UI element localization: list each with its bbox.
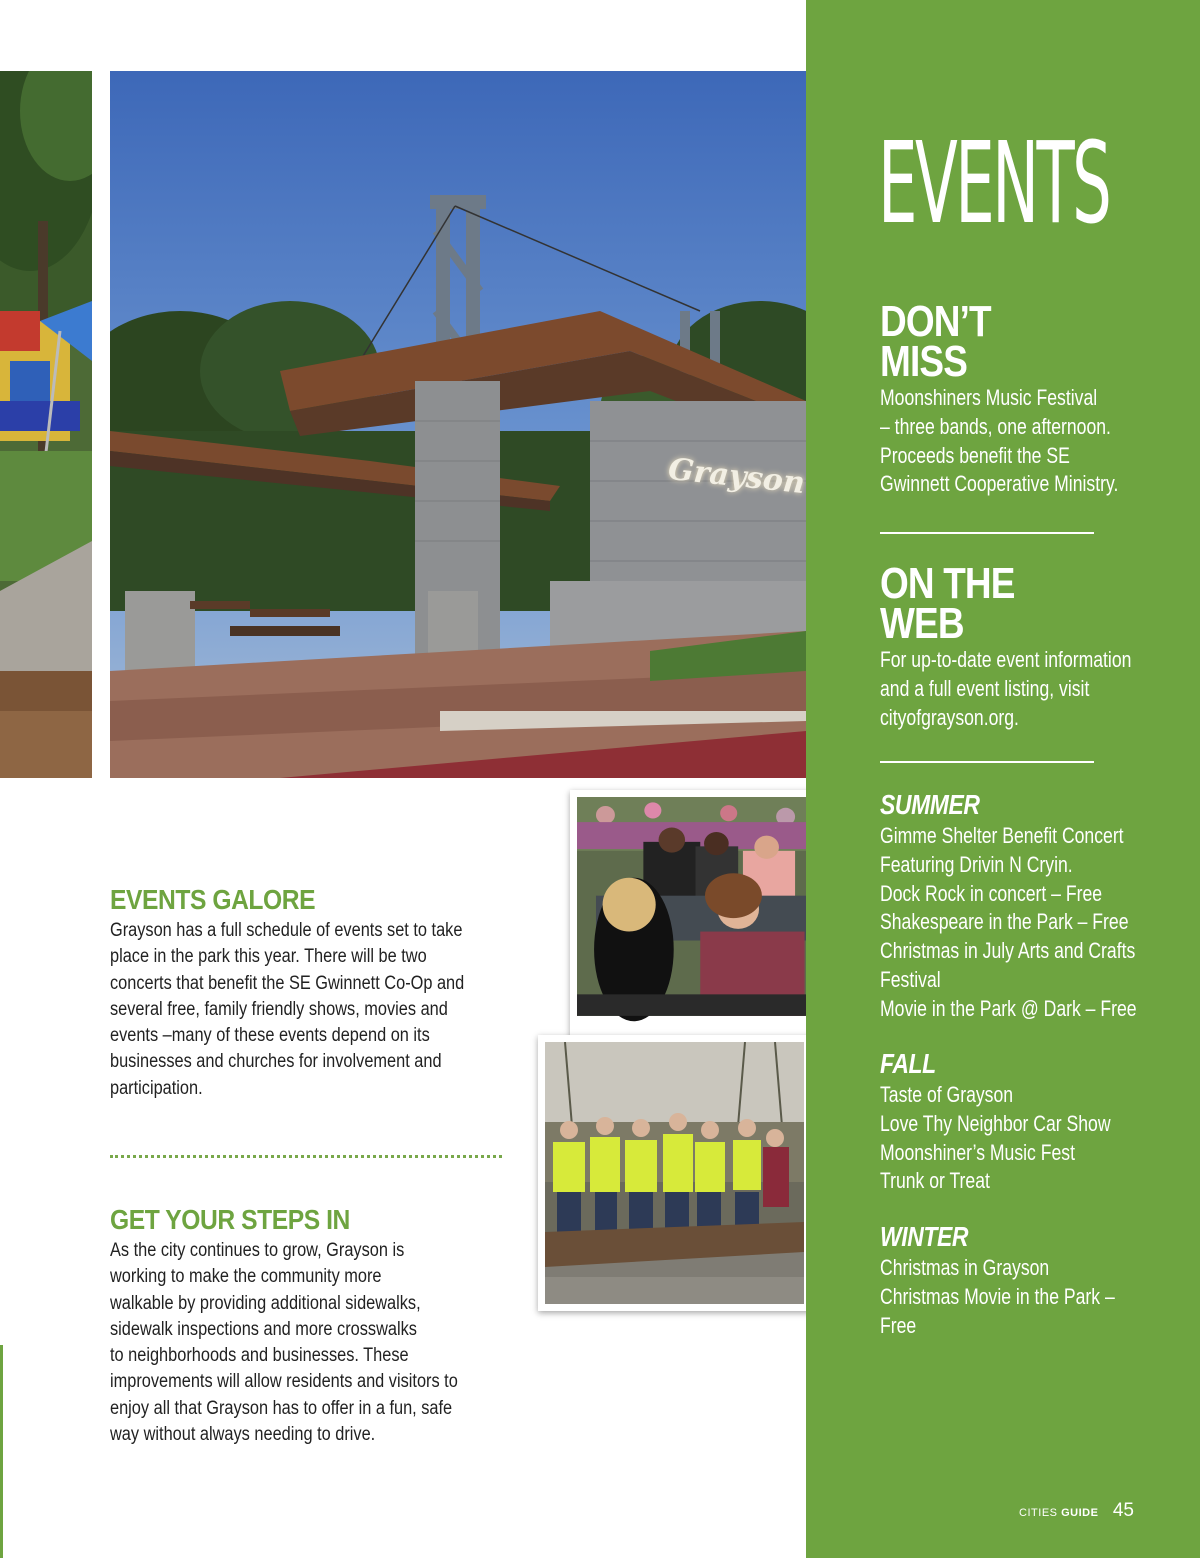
body-line: participation. [110,1077,203,1099]
body-line: concerts that benefit the SE Gwinnett Co-Op and [110,972,465,994]
heading-line: DON’T [880,297,991,346]
body-line: working to make the community more [110,1266,382,1288]
body-line: events –many of these events depend on its [110,1025,430,1047]
events-galore-body [110,918,464,1102]
list-item: Featuring Drivin N Cryin. [880,851,1073,877]
page-number: 45 [1112,1500,1134,1521]
body-line: way without always needing to drive. [110,1424,376,1446]
winter-heading: WINTER [880,1221,969,1252]
heading-line: MISS [880,337,968,386]
body-line: Gwinnett Cooperative Ministry. [880,471,1119,497]
list-item: Christmas in July Arts and Crafts [880,938,1136,964]
edge-accent [0,1345,3,1558]
list-item: Christmas Movie in the Park – [880,1283,1115,1309]
page-footer [1019,1500,1134,1522]
event-crowd-photo [570,790,840,1062]
grayson-pavilion-photo [110,71,806,778]
summer-events-list [880,822,1137,1024]
section-divider [110,1155,502,1158]
body-line: to neighborhoods and businesses. These [110,1345,409,1367]
heading-line: ON THE [880,559,1015,608]
brand-bold: GUIDE [1061,1507,1099,1519]
park-playground-photo [0,71,92,778]
winter-events-list [880,1254,1115,1340]
body-line: As the city continues to grow, Grayson is [110,1240,405,1261]
steps-heading: GET YOUR STEPS IN [110,1204,350,1235]
list-item: Christmas in Grayson [880,1255,1050,1280]
body-line: Proceeds benefit the SE [880,442,1070,468]
steps-body [110,1238,458,1448]
body-line: several free, family friendly shows, movies and [110,998,448,1020]
heading-line: WEB [880,599,964,648]
body-line: improvements will allow residents and visitors to [110,1371,458,1393]
events-title: EVENTS [878,119,1110,249]
on-the-web-heading [880,559,1015,648]
body-line: and a full event listing, visit [880,675,1090,701]
dont-miss-body [880,384,1118,499]
list-item: Gimme Shelter Benefit Concert [880,823,1124,848]
brand-light: CITIES [1019,1507,1058,1519]
body-line: place in the park this year. There will be two [110,946,427,968]
fall-events-list [880,1081,1111,1196]
list-item: Free [880,1312,917,1338]
dont-miss-heading [880,297,991,386]
list-item: Festival [880,966,941,992]
body-line: Grayson has a full schedule of events set to take [110,920,463,941]
list-item: Movie in the Park @ Dark – Free [880,995,1137,1021]
body-line: For up-to-date event information [880,647,1132,672]
events-sidebar [806,0,1200,1558]
list-item: Dock Rock in concert – Free [880,880,1103,906]
body-line: enjoy all that Grayson has to offer in a fun, safe [110,1397,453,1419]
sidebar-divider [880,761,1094,763]
list-item: Taste of Grayson [880,1082,1014,1107]
body-line: walkable by providing additional sidewalks, [110,1292,421,1314]
list-item: Shakespeare in the Park – Free [880,909,1129,935]
events-galore-heading: EVENTS GALORE [110,884,316,915]
list-item: Love Thy Neighbor Car Show [880,1110,1111,1136]
volunteer-group-photo [538,1035,811,1311]
publication-name [1019,1507,1098,1519]
body-line: Moonshiners Music Festival [880,385,1098,410]
on-the-web-body [880,646,1131,732]
sidebar-divider [880,532,1094,534]
body-line: businesses and churches for involvement and [110,1051,442,1073]
list-item: Moonshiner’s Music Fest [880,1139,1075,1165]
grayson-sign-text: Grayson [666,451,806,502]
body-line: cityofgrayson.org. [880,704,1019,730]
list-item: Trunk or Treat [880,1168,990,1194]
body-line: – three bands, one afternoon. [880,413,1111,439]
fall-heading: FALL [880,1048,936,1079]
body-line: sidewalk inspections and more crosswalks [110,1318,417,1340]
summer-heading: SUMMER [880,789,980,820]
